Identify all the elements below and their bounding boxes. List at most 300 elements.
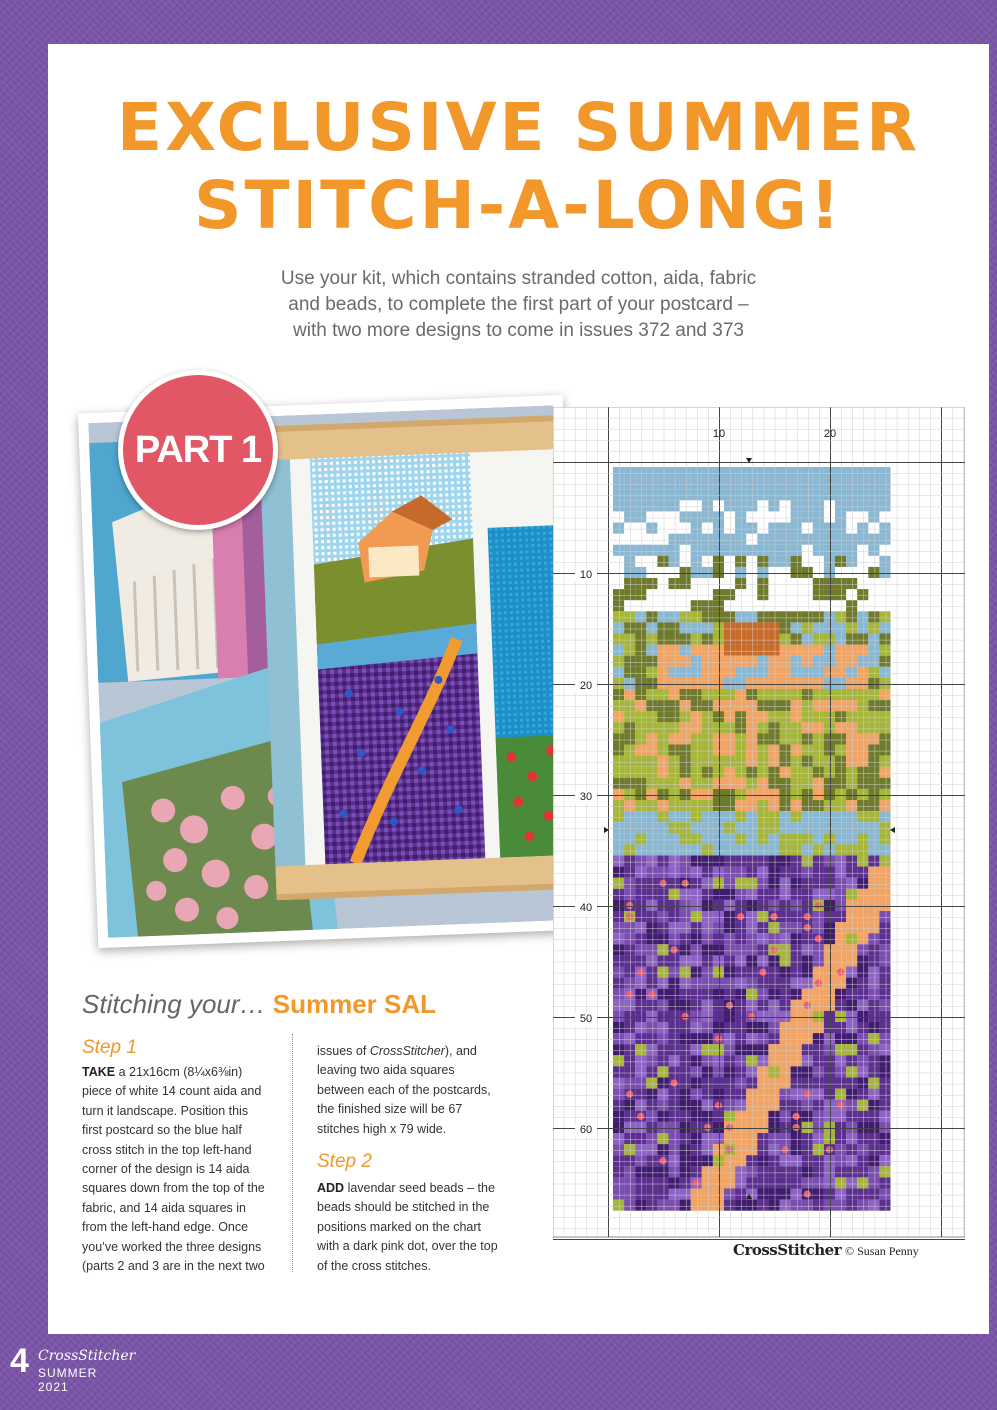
- stitch-cell: [680, 1022, 691, 1033]
- stitch-cell: [746, 711, 757, 722]
- stitch-cell: [857, 489, 868, 500]
- stitch-cell: [802, 1133, 813, 1144]
- stitch-cell: [835, 922, 846, 933]
- stitch-cell: [735, 1066, 746, 1077]
- stitch-cell: [802, 700, 813, 711]
- stitch-cell: [879, 689, 890, 700]
- stitch-cell: [879, 500, 890, 511]
- stitch-cell: [768, 667, 779, 678]
- bead-dot: [715, 1035, 722, 1042]
- stitch-cell: [857, 1189, 868, 1200]
- stitch-cell: [780, 1022, 791, 1033]
- stitch-cell: [846, 578, 857, 589]
- stitch-cell: [768, 634, 779, 645]
- stitch-cell: [868, 989, 879, 1000]
- stitch-cell: [768, 1089, 779, 1100]
- stitch-cell: [746, 933, 757, 944]
- stitch-cell: [868, 1078, 879, 1089]
- stitch-cell: [780, 1066, 791, 1077]
- stitch-cell: [868, 645, 879, 656]
- stitch-cell: [824, 1033, 835, 1044]
- stitch-cell: [735, 856, 746, 867]
- stitch-cell: [624, 889, 635, 900]
- stitch-cell: [735, 745, 746, 756]
- stitch-cell: [791, 667, 802, 678]
- stitch-cell: [757, 1144, 768, 1155]
- stitch-cell: [746, 489, 757, 500]
- stitch-cell: [635, 833, 646, 844]
- stitch-cell: [735, 1022, 746, 1033]
- stitch-cell: [702, 511, 713, 522]
- stitch-cell: [813, 778, 824, 789]
- stitch-cell: [757, 611, 768, 622]
- step-1-col-2: [317, 1042, 517, 1139]
- bead-dot: [815, 935, 822, 942]
- stitch-cell: [780, 733, 791, 744]
- stitch-cell: [635, 589, 646, 600]
- stitch-cell: [846, 756, 857, 767]
- stitch-cell: [691, 989, 702, 1000]
- stitch-cell: [746, 1000, 757, 1011]
- stitch-cell: [702, 600, 713, 611]
- stitch-cell: [646, 667, 657, 678]
- stitch-cell: [868, 700, 879, 711]
- stitch-cell: [735, 900, 746, 911]
- title-line-2: STITCH-A-LONG!: [194, 167, 843, 244]
- stitch-cell: [657, 800, 668, 811]
- stitch-cell: [624, 489, 635, 500]
- stitch-cell: [635, 1166, 646, 1177]
- stitch-cell: [802, 722, 813, 733]
- stitch-cell: [635, 922, 646, 933]
- stitch-cell: [879, 889, 890, 900]
- stitch-cell: [780, 645, 791, 656]
- bead-dot: [804, 924, 811, 931]
- stitch-cell: [691, 689, 702, 700]
- stitch-cell: [657, 711, 668, 722]
- stitch-cell: [824, 689, 835, 700]
- stitch-cell: [746, 1100, 757, 1111]
- stitch-cell: [824, 989, 835, 1000]
- stitch-cell: [791, 1011, 802, 1022]
- page-title: [48, 89, 989, 245]
- step-1-col-1: [82, 1063, 282, 1276]
- stitch-cell: [735, 467, 746, 478]
- stitch-cell: [635, 489, 646, 500]
- stitch-cell: [680, 1000, 691, 1011]
- stitch-cell: [846, 1133, 857, 1144]
- stitch-cell: [735, 511, 746, 522]
- stitch-cell: [680, 833, 691, 844]
- stitch-cell: [669, 489, 680, 500]
- stitch-cell: [746, 700, 757, 711]
- stitch-cell: [713, 944, 724, 955]
- stitch-cell: [724, 1022, 735, 1033]
- stitch-cell: [635, 844, 646, 855]
- stitch-cell: [735, 989, 746, 1000]
- stitch-cell: [746, 789, 757, 800]
- step-1-line: leaving two aida squares: [317, 1063, 455, 1078]
- stitch-cell: [613, 1177, 624, 1188]
- stitch-cell: [724, 500, 735, 511]
- stitch-cell: [757, 811, 768, 822]
- stitch-cell: [713, 856, 724, 867]
- stitch-cell: [846, 489, 857, 500]
- stitch-cell: [724, 856, 735, 867]
- stitch-cell: [713, 867, 724, 878]
- stitch-cell: [680, 1100, 691, 1111]
- stitch-cell: [724, 822, 735, 833]
- stitch-cell: [846, 1155, 857, 1166]
- stitch-cell: [835, 645, 846, 656]
- stitch-cell: [824, 811, 835, 822]
- stitch-cell: [746, 1089, 757, 1100]
- stitch-cell: [657, 822, 668, 833]
- stitch-cell: [724, 878, 735, 889]
- stitch-cell: [691, 967, 702, 978]
- stitch-cell: [646, 933, 657, 944]
- stitch-cell: [657, 1133, 668, 1144]
- stitch-cell: [624, 1044, 635, 1055]
- stitch-cell: [846, 1122, 857, 1133]
- part-1-badge: [118, 370, 278, 530]
- stitch-cell: [813, 545, 824, 556]
- stitch-cell: [791, 933, 802, 944]
- stitch-cell: [879, 656, 890, 667]
- stitch-cell: [646, 1066, 657, 1077]
- stitch-cell: [768, 1166, 779, 1177]
- stitch-cell: [691, 900, 702, 911]
- stitch-cell: [635, 878, 646, 889]
- stitch-cell: [868, 822, 879, 833]
- stitch-cell: [680, 867, 691, 878]
- stitch-cell: [879, 611, 890, 622]
- stitch-cell: [646, 922, 657, 933]
- stitch-cell: [646, 756, 657, 767]
- stitch-cell: [757, 489, 768, 500]
- stitch-cell: [646, 578, 657, 589]
- stitch-cell: [635, 1000, 646, 1011]
- stitch-cell: [646, 1044, 657, 1055]
- stitch-cell: [824, 1011, 835, 1022]
- stitch-cell: [613, 1189, 624, 1200]
- stitch-cell: [802, 567, 813, 578]
- stitch-cell: [791, 711, 802, 722]
- stitch-cell: [624, 1011, 635, 1022]
- stitch-cell: [857, 678, 868, 689]
- stitch-cell: [757, 478, 768, 489]
- stitch-cell: [646, 1100, 657, 1111]
- bead-dot: [726, 1002, 733, 1009]
- stitch-cell: [835, 556, 846, 567]
- stitch-cell: [802, 1144, 813, 1155]
- stitch-cell: [624, 955, 635, 966]
- stitch-cell: [680, 711, 691, 722]
- stitch-cell: [857, 645, 868, 656]
- stitch-cell: [813, 1089, 824, 1100]
- stitch-cell: [624, 567, 635, 578]
- stitch-cell: [757, 467, 768, 478]
- stitch-cell: [791, 689, 802, 700]
- stitch-cell: [835, 822, 846, 833]
- stitch-cell: [657, 500, 668, 511]
- stitch-cell: [646, 645, 657, 656]
- stitch-cell: [813, 822, 824, 833]
- stitch-cell: [757, 1155, 768, 1166]
- stitch-cell: [780, 900, 791, 911]
- stitch-cell: [802, 1200, 813, 1211]
- stitch-cell: [702, 1177, 713, 1188]
- stitch-cell: [635, 645, 646, 656]
- stitch-cell: [791, 1200, 802, 1211]
- stitch-cell: [624, 767, 635, 778]
- stitch-cell: [691, 545, 702, 556]
- stitch-cell: [868, 944, 879, 955]
- stitch-cell: [669, 711, 680, 722]
- stitch-cell: [879, 822, 890, 833]
- stitch-cell: [802, 467, 813, 478]
- stitch-cell: [846, 844, 857, 855]
- stitch-cell: [735, 478, 746, 489]
- stitch-cell: [680, 1033, 691, 1044]
- stitch-cell: [791, 656, 802, 667]
- stitch-cell: [646, 1111, 657, 1122]
- stitch-cell: [857, 611, 868, 622]
- stitch-cell: [680, 1177, 691, 1188]
- stitch-cell: [680, 489, 691, 500]
- stitch-cell: [724, 1177, 735, 1188]
- stitch-cell: [857, 811, 868, 822]
- stitch-cell: [768, 1144, 779, 1155]
- bead-dot: [726, 1146, 733, 1153]
- stitch-cell: [635, 867, 646, 878]
- chart-row-label: 30: [579, 791, 593, 803]
- stitch-cell: [791, 1089, 802, 1100]
- stitch-cell: [735, 756, 746, 767]
- stitch-cell: [802, 1111, 813, 1122]
- stitch-cell: [879, 1111, 890, 1122]
- stitch-cell: [746, 1033, 757, 1044]
- stitch-cell: [635, 634, 646, 645]
- stitch-cell: [746, 878, 757, 889]
- stitch-cell: [879, 989, 890, 1000]
- stitch-cell: [657, 811, 668, 822]
- stitch-cell: [824, 844, 835, 855]
- stitch-cell: [879, 1189, 890, 1200]
- stitch-cell: [724, 634, 735, 645]
- stitch-cell: [791, 800, 802, 811]
- stitch-cell: [735, 833, 746, 844]
- stitch-cell: [768, 1078, 779, 1089]
- stitch-cell: [613, 611, 624, 622]
- stitch-cell: [768, 1155, 779, 1166]
- stitch-cell: [624, 1200, 635, 1211]
- step-1-issue-italic: CrossStitcher: [369, 1044, 445, 1058]
- stitch-cell: [624, 467, 635, 478]
- stitch-cell: [635, 1122, 646, 1133]
- stitch-cell: [657, 678, 668, 689]
- stitch-cell: [680, 656, 691, 667]
- stitch-cell: [835, 800, 846, 811]
- stitch-cell: [879, 1155, 890, 1166]
- stitch-cell: [669, 778, 680, 789]
- stitch-cell: [868, 878, 879, 889]
- stitch-cell: [835, 900, 846, 911]
- stitch-cell: [724, 1100, 735, 1111]
- stitch-cell: [746, 1078, 757, 1089]
- stitch-cell: [646, 789, 657, 800]
- stitch-cell: [835, 1044, 846, 1055]
- stitch-cell: [657, 1166, 668, 1177]
- stitch-cell: [768, 889, 779, 900]
- stitch-cell: [702, 1078, 713, 1089]
- stitch-cell: [824, 745, 835, 756]
- stitch-cell: [791, 1133, 802, 1144]
- stitch-cell: [735, 1133, 746, 1144]
- stitch-cell: [746, 478, 757, 489]
- stitch-cell: [735, 822, 746, 833]
- stitch-cell: [735, 634, 746, 645]
- stitch-cell: [735, 567, 746, 578]
- stitch-cell: [757, 955, 768, 966]
- stitch-cell: [724, 1111, 735, 1122]
- stitch-cell: [624, 978, 635, 989]
- stitch-cell: [657, 1144, 668, 1155]
- stitch-cell: [646, 978, 657, 989]
- stitch-cell: [713, 889, 724, 900]
- stitch-cell: [857, 1011, 868, 1022]
- stitch-cell: [735, 1200, 746, 1211]
- stitch-cell: [713, 955, 724, 966]
- stitch-cell: [768, 700, 779, 711]
- stitch-cell: [691, 1044, 702, 1055]
- stitch-cell: [868, 778, 879, 789]
- stitch-cell: [768, 1200, 779, 1211]
- bead-dot: [837, 1102, 844, 1109]
- stitch-cell: [846, 1177, 857, 1188]
- bead-dot: [781, 1146, 788, 1153]
- stitch-cell: [757, 1066, 768, 1077]
- stitch-cell: [635, 978, 646, 989]
- stitch-cell: [646, 678, 657, 689]
- stitch-cell: [735, 811, 746, 822]
- stitch-cell: [813, 1122, 824, 1133]
- stitch-cell: [757, 944, 768, 955]
- stitch-cell: [835, 944, 846, 955]
- stitch-cell: [691, 678, 702, 689]
- stitch-cell: [813, 889, 824, 900]
- stitch-cell: [780, 922, 791, 933]
- stitch-cell: [824, 1133, 835, 1144]
- stitch-cell: [657, 900, 668, 911]
- stitch-cell: [813, 1033, 824, 1044]
- stitch-cell: [835, 1200, 846, 1211]
- stitch-cell: [713, 1133, 724, 1144]
- stitch-cell: [702, 933, 713, 944]
- stitch-cell: [635, 889, 646, 900]
- bead-dot: [748, 1013, 755, 1020]
- stitch-cell: [813, 1000, 824, 1011]
- stitch-cell: [702, 1000, 713, 1011]
- stitch-cell: [680, 567, 691, 578]
- stitch-cell: [746, 1022, 757, 1033]
- stitch-cell: [857, 867, 868, 878]
- stitch-cell: [635, 1133, 646, 1144]
- stitch-cell: [768, 1000, 779, 1011]
- stitch-cell: [713, 545, 724, 556]
- stitch-cell: [669, 534, 680, 545]
- stitch-cell: [780, 944, 791, 955]
- stitch-cell: [713, 1055, 724, 1066]
- stitch-cell: [757, 978, 768, 989]
- stitch-cell: [746, 667, 757, 678]
- stitch-cell: [613, 800, 624, 811]
- chart-credit: [733, 1241, 919, 1259]
- page-number: 4: [10, 1342, 29, 1380]
- stitch-cell: [669, 1200, 680, 1211]
- stitch-cell: [613, 833, 624, 844]
- stitch-cell: [746, 800, 757, 811]
- stitch-cell: [702, 478, 713, 489]
- stitch-cell: [713, 678, 724, 689]
- section-heading-strong: Summer SAL: [272, 989, 437, 1019]
- stitch-cell: [646, 745, 657, 756]
- stitch-cell: [680, 678, 691, 689]
- stitch-cell: [791, 844, 802, 855]
- stitch-cell: [691, 1133, 702, 1144]
- stitch-cell: [669, 822, 680, 833]
- stitch-cell: [691, 767, 702, 778]
- stitch-cell: [868, 689, 879, 700]
- bead-dot: [793, 1113, 800, 1120]
- stitch-cell: [824, 711, 835, 722]
- stitch-cell: [724, 745, 735, 756]
- stitch-cell: [813, 756, 824, 767]
- stitch-cell: [613, 1111, 624, 1122]
- stitch-cell: [669, 1000, 680, 1011]
- stitch-cell: [613, 789, 624, 800]
- stitch-cell: [746, 733, 757, 744]
- stitch-cell: [746, 611, 757, 622]
- stitch-cell: [824, 678, 835, 689]
- stitch-cell: [669, 1066, 680, 1077]
- stitch-cell: [713, 634, 724, 645]
- stitch-cell: [646, 622, 657, 633]
- stitch-cell: [846, 944, 857, 955]
- stitch-cell: [813, 922, 824, 933]
- stitch-cell: [735, 622, 746, 633]
- stitch-cell: [846, 911, 857, 922]
- stitch-cell: [802, 1066, 813, 1077]
- stitch-cell: [868, 1000, 879, 1011]
- stitch-cell: [835, 856, 846, 867]
- bead-dot: [637, 1113, 644, 1120]
- stitch-cell: [780, 1189, 791, 1200]
- stitch-cell: [613, 1166, 624, 1177]
- stitch-cell: [757, 722, 768, 733]
- stitch-cell: [757, 1000, 768, 1011]
- stitch-cell: [879, 833, 890, 844]
- stitch-cell: [746, 978, 757, 989]
- stitch-cell: [724, 589, 735, 600]
- stitch-cell: [735, 1111, 746, 1122]
- stitch-cell: [846, 833, 857, 844]
- chart-row-label: 10: [579, 569, 593, 581]
- stitch-cell: [613, 634, 624, 645]
- stitch-cell: [857, 822, 868, 833]
- stitch-cell: [857, 789, 868, 800]
- stitch-cell: [813, 955, 824, 966]
